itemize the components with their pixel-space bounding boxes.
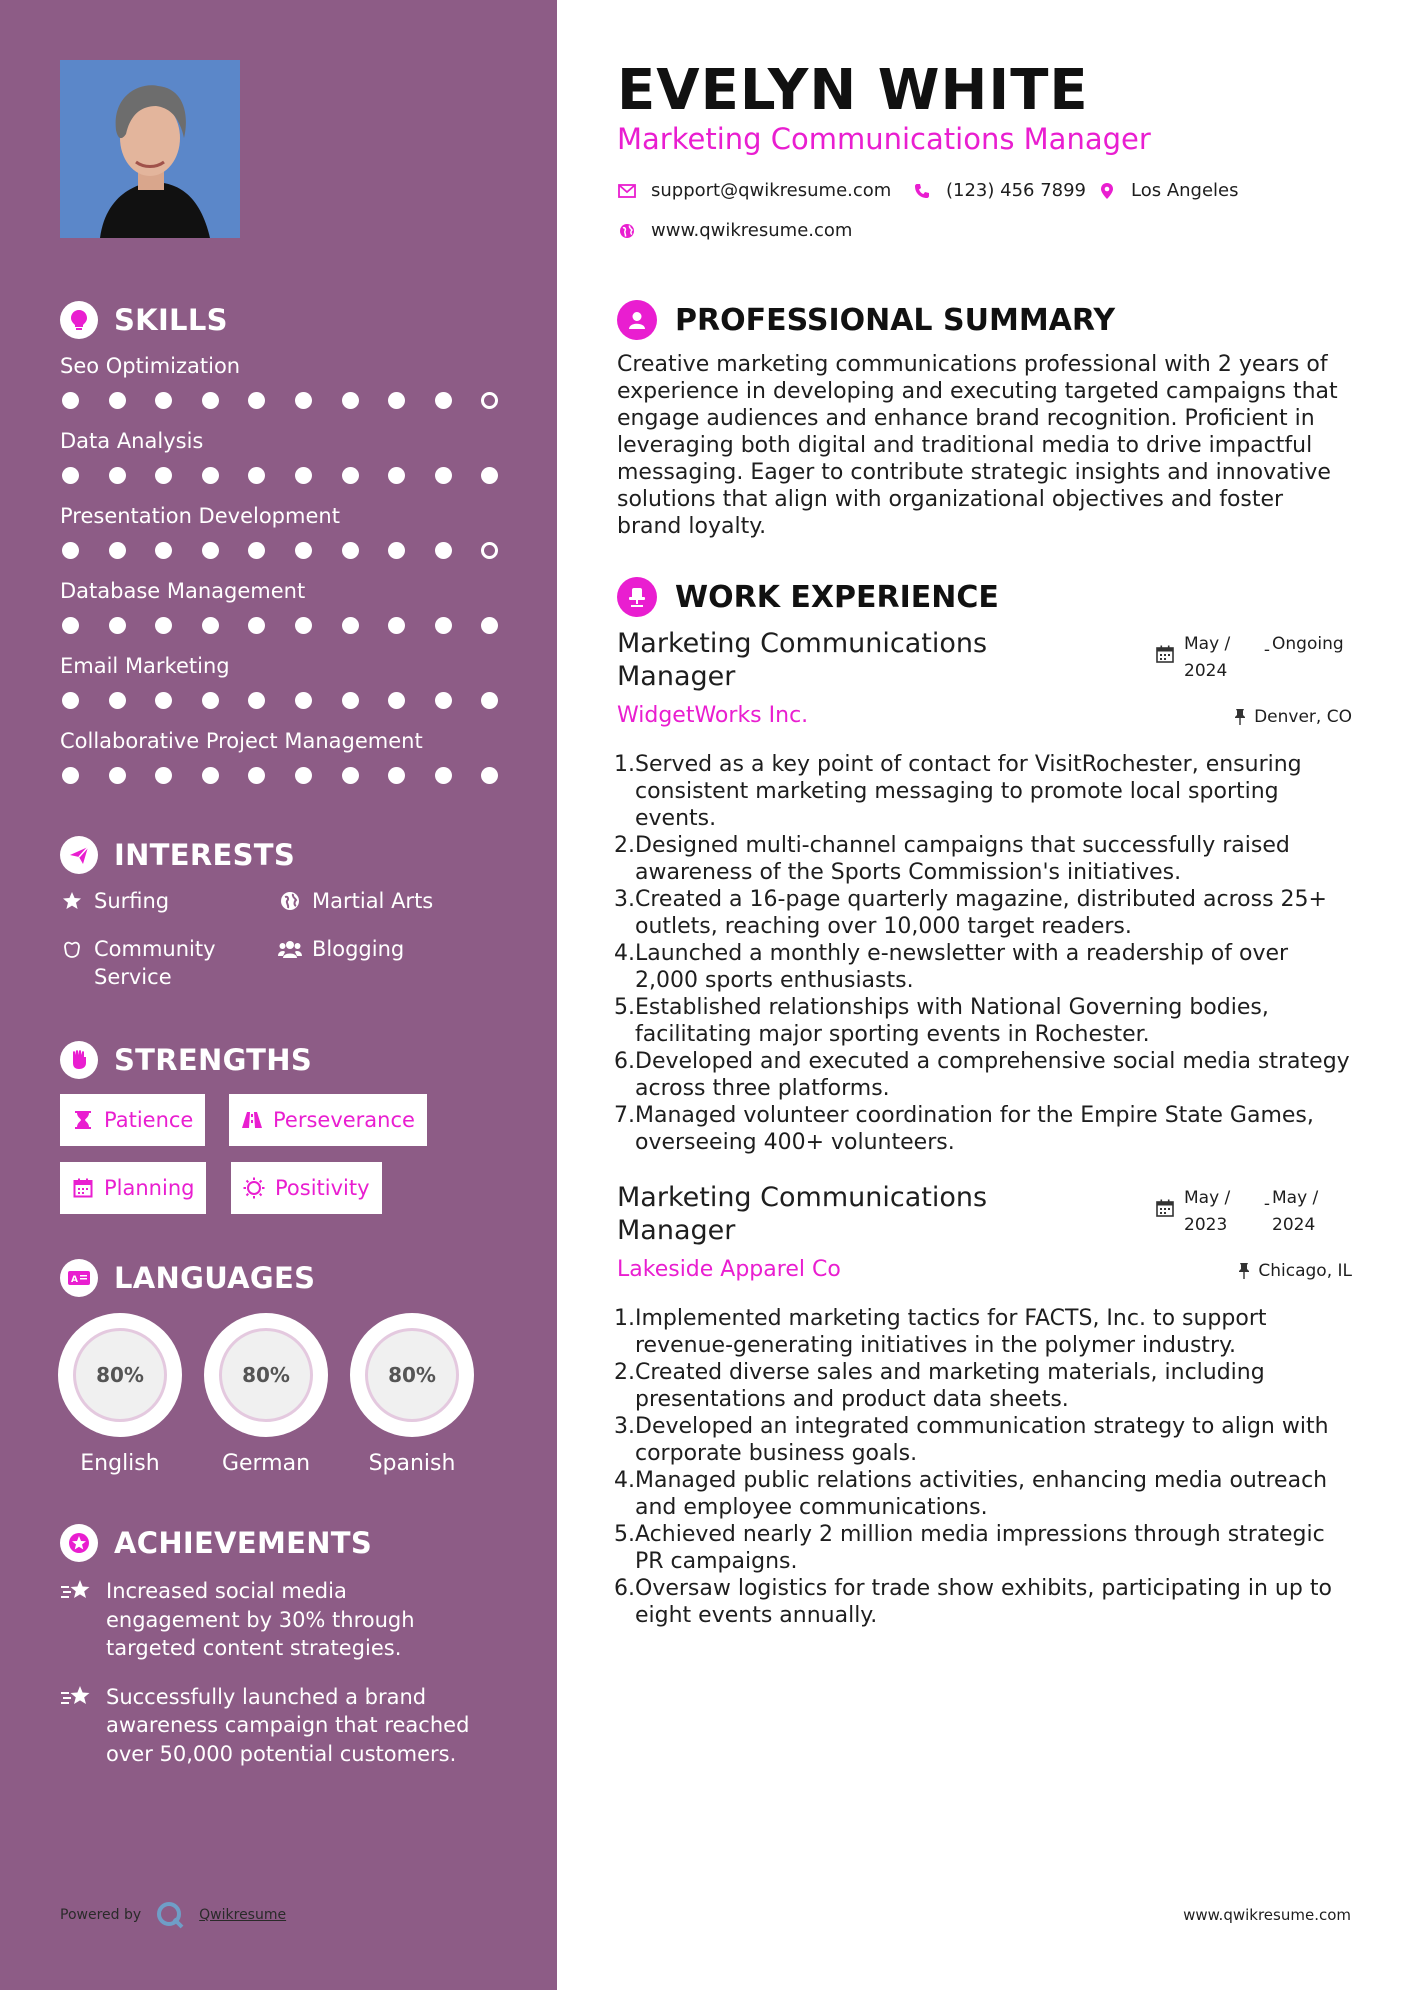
rating-dot-filled <box>109 467 126 484</box>
hand-icon <box>60 935 84 963</box>
skills-heading: SKILLS <box>60 300 510 340</box>
rating-dot-filled <box>435 767 452 784</box>
summary-text: Creative marketing communications professional with 2 years of experience in developing and executing targeted campaigns that engage audiences and enhance brand recognition. Proficient in leveraging both digital and traditional media to drive impactful messaging. Eager to contribute strategic insights and innovative solutions that align with organizational objectives and foster brand loyalty. <box>617 352 1338 539</box>
language-ring: 80% <box>204 1313 328 1437</box>
skill-rating <box>62 767 528 784</box>
rating-dot-filled <box>202 692 219 709</box>
fist-icon <box>60 1041 98 1079</box>
language-item: 80% German <box>204 1313 328 1476</box>
rating-dot-filled <box>155 692 172 709</box>
rating-dot-filled <box>342 617 359 634</box>
achievements-section <box>60 1523 510 1788</box>
footer-website[interactable]: www.qwikresume.com <box>1183 1906 1351 1924</box>
job-company: WidgetWorks Inc. <box>617 703 809 728</box>
qwikresume-logo-icon <box>155 1900 185 1930</box>
skill-rating <box>62 467 528 484</box>
rating-dot-filled <box>202 542 219 559</box>
sidebar <box>0 0 557 1990</box>
bullet-item: 2. Created diverse sales and marketing materials, including presentations and product data sheets. <box>614 1360 1265 1412</box>
rating-dot-empty <box>481 392 498 409</box>
rating-dot-filled <box>295 767 312 784</box>
rating-dot-filled <box>388 617 405 634</box>
skill-rating <box>62 392 528 409</box>
users-icon <box>278 935 302 963</box>
summary-heading: PROFESSIONAL SUMMARY <box>617 300 1115 340</box>
paper-plane-icon <box>60 836 98 874</box>
rating-dot-filled <box>202 467 219 484</box>
pushpin-icon <box>1238 1262 1252 1280</box>
calendar-icon <box>1156 1199 1176 1219</box>
skill-row <box>60 721 510 796</box>
rating-dot-filled <box>202 392 219 409</box>
star-icon <box>60 887 84 915</box>
interest-item: Surfing <box>60 887 169 915</box>
rating-dot-filled <box>388 692 405 709</box>
strengths-heading: STRENGTHS <box>60 1040 510 1080</box>
rating-dot-filled <box>295 542 312 559</box>
rating-dot-filled <box>109 692 126 709</box>
skill-name: Data Analysis <box>60 429 204 453</box>
calendar-icon <box>1156 645 1176 665</box>
skills-section <box>60 300 510 796</box>
rating-dot-filled <box>202 617 219 634</box>
profile-photo <box>60 60 240 238</box>
skill-name: Seo Optimization <box>60 354 241 378</box>
rating-dot-filled <box>342 467 359 484</box>
contact-email[interactable]: support@qwikresume.com <box>617 180 891 201</box>
skill-row <box>60 421 510 496</box>
job-role: Marketing Communications Manager <box>617 628 988 692</box>
powered-by: Powered by Qwikresume <box>60 1900 286 1930</box>
contact-website[interactable]: www.qwikresume.com <box>617 220 852 241</box>
job-bullets <box>614 1305 1352 1629</box>
rating-dot-filled <box>435 392 452 409</box>
shooting-star-icon <box>60 1577 94 1607</box>
rating-dot-filled <box>388 392 405 409</box>
rating-dot-filled <box>248 767 265 784</box>
rating-dot-filled <box>109 617 126 634</box>
bullet-item: 1. Implemented marketing tactics for FACTS, Inc. to support revenue-generating initiatives in the polymer industry. <box>614 1306 1267 1358</box>
interests-heading: INTERESTS <box>60 835 510 875</box>
rating-dot-filled <box>435 467 452 484</box>
strength-tag: Patience <box>60 1094 205 1146</box>
rating-dot-filled <box>248 542 265 559</box>
bullet-item: 4. Launched a monthly e-newsletter with a readership of over 2,000 sports enthusiasts. <box>614 941 1289 993</box>
hourglass-icon <box>72 1109 94 1131</box>
skill-row <box>60 346 510 421</box>
rating-dot-filled <box>388 767 405 784</box>
rating-dot-filled <box>342 692 359 709</box>
rating-dot-filled <box>62 767 79 784</box>
strengths-section <box>60 1040 510 1224</box>
languages-section <box>60 1258 510 1488</box>
rating-dot-filled <box>481 467 498 484</box>
rating-dot-filled <box>248 392 265 409</box>
lightbulb-icon <box>60 301 98 339</box>
rating-dot-filled <box>295 392 312 409</box>
job-role: Marketing Communications Manager <box>617 1182 988 1246</box>
qwikresume-link[interactable]: Qwikresume <box>199 1907 287 1923</box>
pushpin-icon <box>1234 708 1248 726</box>
language-item: 80% English <box>58 1313 182 1476</box>
rating-dot-filled <box>62 392 79 409</box>
rating-dot-filled <box>295 467 312 484</box>
strength-tag: Planning <box>60 1162 206 1214</box>
achievement-item: Increased social media engagement by 30% through targeted content strategies. <box>60 1577 510 1663</box>
job-company: Lakeside Apparel Co <box>617 1257 841 1282</box>
rating-dot-filled <box>342 767 359 784</box>
rating-dot-filled <box>155 542 172 559</box>
bullet-item: 3. Developed an integrated communication strategy to align with corporate business goals. <box>614 1414 1329 1466</box>
candidate-title: Marketing Communications Manager <box>617 122 1151 156</box>
shooting-star-icon <box>60 1683 94 1713</box>
rating-dot-filled <box>155 392 172 409</box>
rating-dot-empty <box>481 542 498 559</box>
user-icon <box>617 300 657 340</box>
bullet-item: 4. Managed public relations activities, enhancing media outreach and employee communications. <box>614 1468 1328 1520</box>
experience-heading: WORK EXPERIENCE <box>617 577 999 617</box>
map-pin-icon <box>1097 181 1117 201</box>
skill-rating <box>62 542 528 559</box>
rating-dot-filled <box>62 692 79 709</box>
globe-icon <box>278 887 302 915</box>
rating-dot-filled <box>155 767 172 784</box>
skill-name: Email Marketing <box>60 654 230 678</box>
rating-dot-filled <box>481 767 498 784</box>
candidate-name: EVELYN WHITE <box>617 58 1089 123</box>
achievement-item: Successfully launched a brand awareness campaign that reached over 50,000 potential customers. <box>60 1683 510 1769</box>
strength-tag: Positivity <box>231 1162 382 1214</box>
language-icon <box>60 1259 98 1297</box>
rating-dot-filled <box>435 542 452 559</box>
rating-dot-filled <box>342 392 359 409</box>
job-bullets <box>614 751 1352 1156</box>
rating-dot-filled <box>435 692 452 709</box>
award-star-icon <box>60 1524 98 1562</box>
skill-name: Database Management <box>60 579 306 603</box>
skill-name: Collaborative Project Management <box>60 729 423 753</box>
rating-dot-filled <box>388 467 405 484</box>
bullet-item: 2. Designed multi-channel campaigns that successfully raised awareness of the Sports Commission's initiatives. <box>614 833 1290 885</box>
achievements-heading: ACHIEVEMENTS <box>60 1523 510 1563</box>
rating-dot-filled <box>109 542 126 559</box>
languages-heading: A LANGUAGES <box>60 1258 510 1298</box>
rating-dot-filled <box>295 692 312 709</box>
rating-dot-filled <box>155 617 172 634</box>
language-ring: 80% <box>350 1313 474 1437</box>
rating-dot-filled <box>435 617 452 634</box>
bullet-item: 3. Created a 16-page quarterly magazine, distributed across 25+ outlets, reaching over 10,000 target readers. <box>614 887 1327 939</box>
interest-item: Martial Arts <box>278 887 433 915</box>
language-item: 80% Spanish <box>350 1313 474 1476</box>
interest-item: Community Service <box>60 935 260 991</box>
svg-text:A: A <box>71 1275 78 1285</box>
bullet-item: 5. Achieved nearly 2 million media impressions through strategic PR campaigns. <box>614 1522 1325 1574</box>
job-dates: May / 2024 - Ongoing <box>1156 631 1352 685</box>
bullet-item: 1. Served as a key point of contact for VisitRochester, ensuring consistent marketing messaging to promote local sporting events. <box>614 752 1302 831</box>
rating-dot-filled <box>248 467 265 484</box>
bullet-item: 7. Managed volunteer coordination for the Empire State Games, overseeing 400+ volunteers. <box>614 1103 1314 1155</box>
sun-icon <box>243 1177 265 1199</box>
job-location: Denver, CO <box>1234 707 1352 727</box>
briefcase-chair-icon <box>617 577 657 617</box>
phone-icon <box>912 181 932 201</box>
skill-rating <box>62 692 528 709</box>
rating-dot-filled <box>155 467 172 484</box>
bullet-item: 6. Oversaw logistics for trade show exhibits, participating in up to eight events annually. <box>614 1576 1332 1628</box>
contact-phone[interactable]: (123) 456 7899 <box>912 180 1086 201</box>
bullet-item: 5. Established relationships with National Governing bodies, facilitating major sporting events in Rochester. <box>614 995 1269 1047</box>
bullet-item: 6. Developed and executed a comprehensive social media strategy across three platforms. <box>614 1049 1350 1101</box>
rating-dot-filled <box>481 692 498 709</box>
envelope-icon <box>617 181 637 201</box>
rating-dot-filled <box>202 767 219 784</box>
rating-dot-filled <box>481 617 498 634</box>
rating-dot-filled <box>62 617 79 634</box>
globe-icon <box>617 221 637 241</box>
rating-dot-filled <box>62 467 79 484</box>
job-location: Chicago, IL <box>1238 1261 1352 1281</box>
rating-dot-filled <box>248 692 265 709</box>
skill-row <box>60 571 510 646</box>
job-entry <box>614 627 1352 1155</box>
skill-name: Presentation Development <box>60 504 340 528</box>
interest-item: Blogging <box>278 935 404 963</box>
rating-dot-filled <box>109 767 126 784</box>
rating-dot-filled <box>248 617 265 634</box>
job-dates: May / 2023 - May / 2024 <box>1156 1185 1352 1239</box>
rating-dot-filled <box>342 542 359 559</box>
calendar-icon <box>72 1177 94 1199</box>
rating-dot-filled <box>295 617 312 634</box>
skill-rating <box>62 617 528 634</box>
skill-row <box>60 646 510 721</box>
strength-tag: Perseverance <box>229 1094 427 1146</box>
contact-location: Los Angeles <box>1097 180 1239 201</box>
rating-dot-filled <box>109 392 126 409</box>
rating-dot-filled <box>62 542 79 559</box>
skill-row <box>60 496 510 571</box>
language-ring: 80% <box>58 1313 182 1437</box>
rating-dot-filled <box>388 542 405 559</box>
job-entry <box>614 1181 1352 1628</box>
road-icon <box>241 1109 263 1131</box>
interests-section <box>60 835 510 1007</box>
